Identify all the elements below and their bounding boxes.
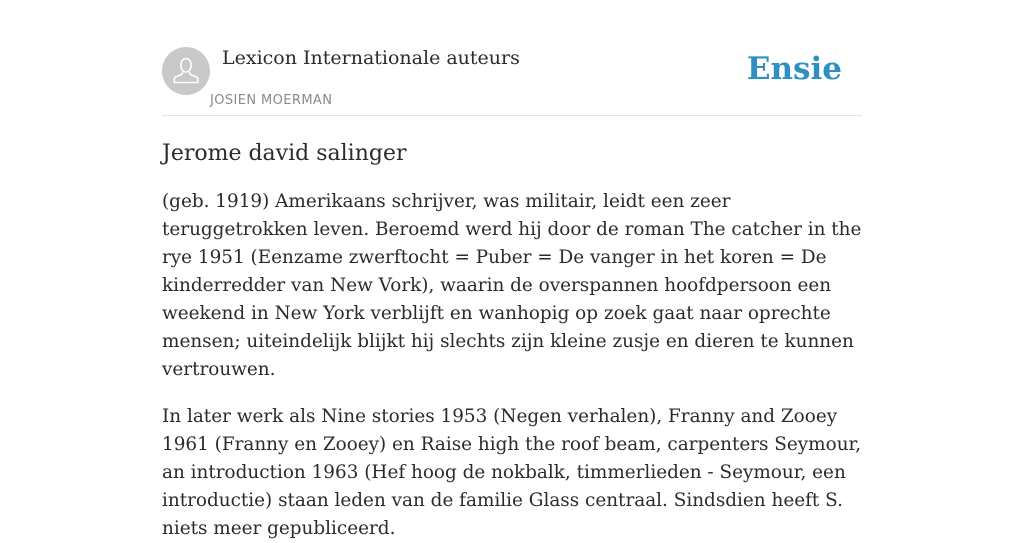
lexicon-title[interactable]: Lexicon Internationale auteurs bbox=[222, 47, 520, 69]
entry-paragraph: (geb. 1919) Amerikaans schrijver, was militair, leidt een zeer teruggetrokken leven. Beroemd werd hij door de roman The catcher in the rye 1951 (Eenzame zwerftocht = Puber = De vanger in het koren = De kinderredder van New Vork), waarin de overspannen hoofdpersoon een weekend in New York verblijft en wanhopig op zoek gaat naar oprechte mensen; uiteindelijk blijkt hij slechts zijn kleine zusje en dieren te kunnen vertrouwen. bbox=[162, 191, 862, 380]
author-name[interactable]: JOSIEN MOERMAN bbox=[210, 93, 333, 108]
user-icon bbox=[162, 47, 210, 95]
avatar[interactable] bbox=[162, 47, 210, 95]
entry-title: Jerome david salinger bbox=[162, 141, 407, 166]
page-header bbox=[162, 0, 862, 116]
brand-logo[interactable]: Ensie bbox=[746, 51, 842, 87]
entry-paragraph: In later werk als Nine stories 1953 (Negen verhalen), Franny and Zooey 1961 (Franny en Zooey) en Raise high the roof beam, carpenters Seymour, an introduction 1963 (Hef hoog de nokbalk, timmerlieden - Seymour, een introductie) staan leden van de familie Glass centraal. Sindsdien heeft S. niets meer gepubliceerd. bbox=[162, 406, 862, 539]
entry-content bbox=[162, 136, 862, 543]
